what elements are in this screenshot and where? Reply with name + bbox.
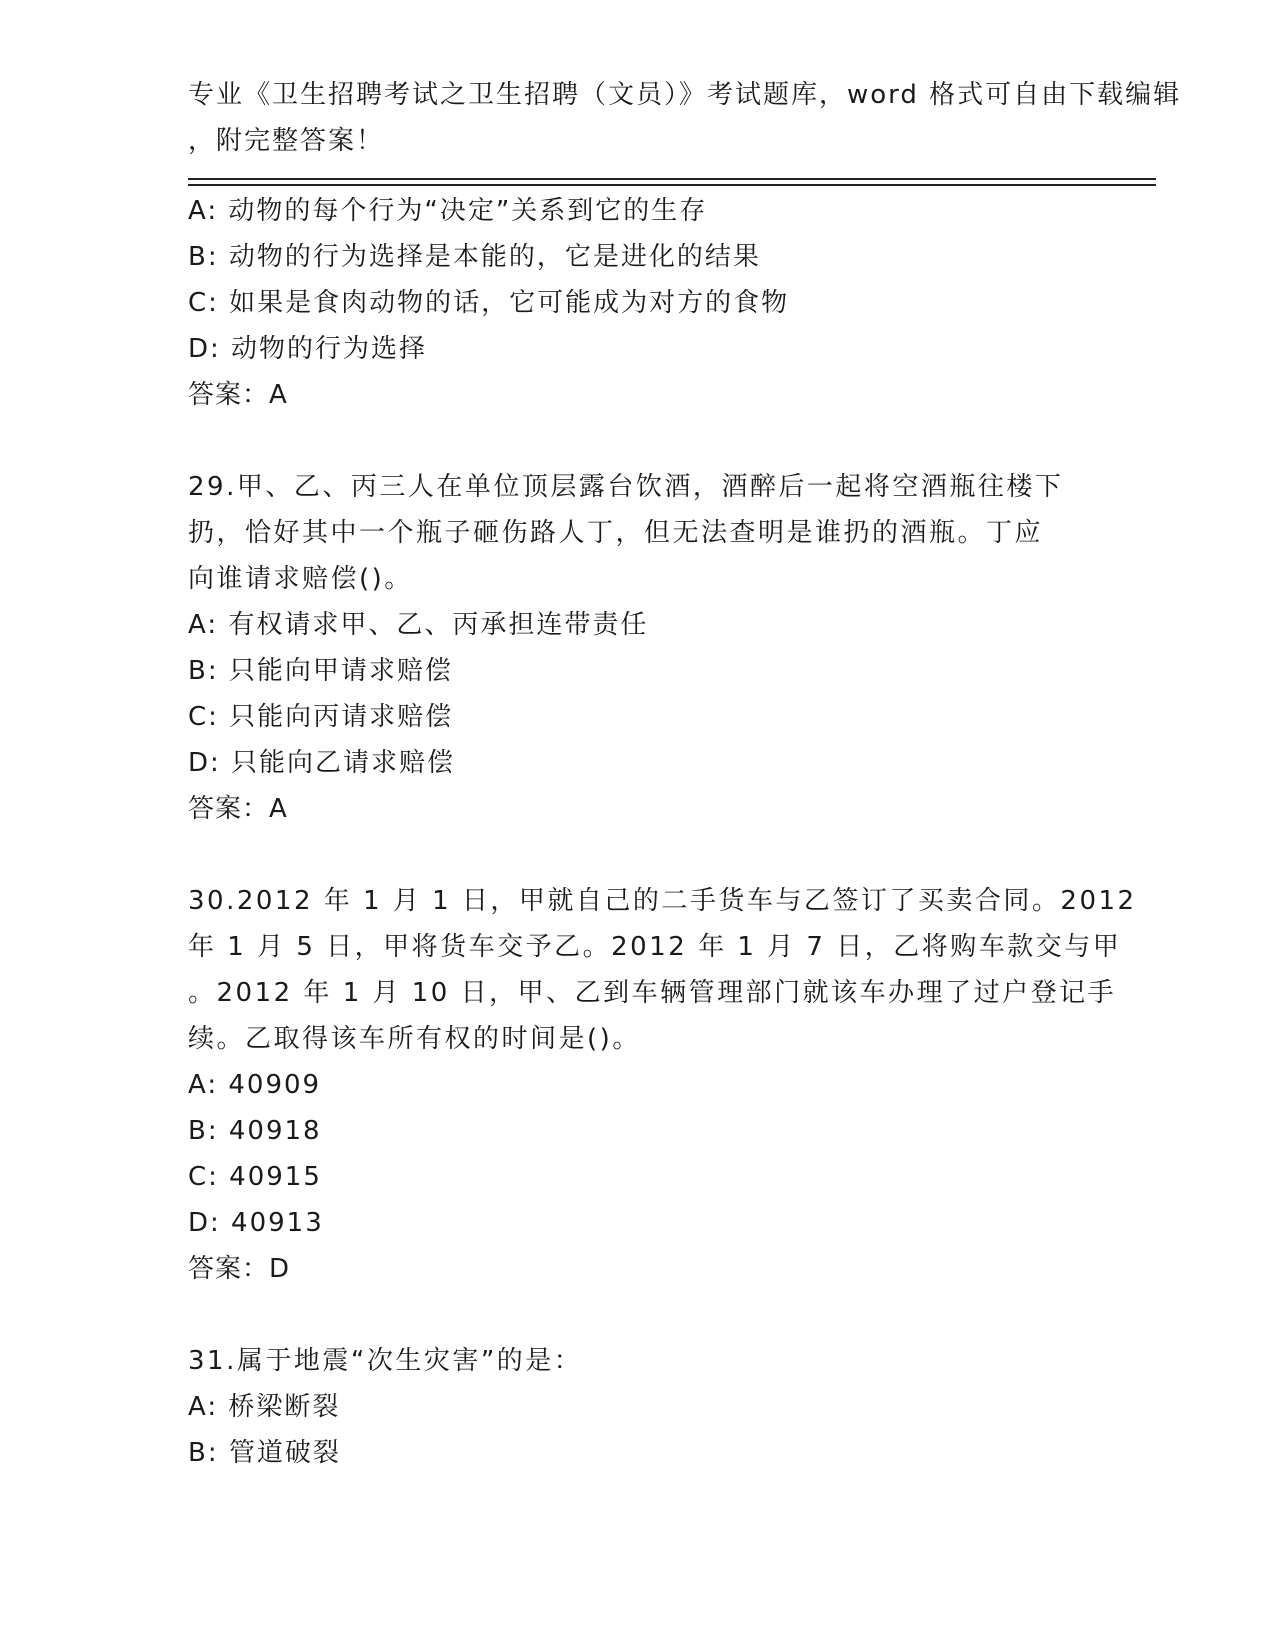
header-divider — [188, 184, 1156, 186]
header-line: ，附完整答案！ — [188, 126, 385, 156]
question-stem: 年 1 月 5 日，甲将货车交予乙。2012 年 1 月 7 日，乙将购车款交与甲 — [188, 932, 1122, 962]
document-header — [188, 72, 1182, 164]
question-stem: 31.属于地震“次生灾害”的是： — [188, 1346, 583, 1376]
option-b: B: 只能向甲请求赔偿 — [188, 656, 453, 686]
question-29 — [188, 464, 1088, 832]
header-line: 专业《卫生招聘考试之卫生招聘（文员）》考试题库，word 格式可自由下载编辑 — [188, 80, 1182, 110]
spacer — [188, 832, 1088, 878]
question-stem: 30.2012 年 1 月 1 日，甲就自己的二手货车与乙签订了买卖合同。2012 — [188, 886, 1137, 916]
option-b: B: 管道破裂 — [188, 1438, 341, 1468]
option-c: C: 只能向丙请求赔偿 — [188, 702, 454, 732]
question-stem: 续。乙取得该车所有权的时间是()。 — [188, 1024, 641, 1054]
question-stem: 29.甲、乙、丙三人在单位顶层露台饮酒，酒醉后一起将空酒瓶往楼下 — [188, 472, 1064, 502]
option-a: A: 40909 — [188, 1070, 322, 1100]
question-stem: 。2012 年 1 月 10 日，甲、乙到车辆管理部门就该车办理了过户登记手 — [188, 978, 1117, 1008]
option-d: D: 只能向乙请求赔偿 — [188, 748, 456, 778]
option-b: B: 40918 — [188, 1116, 322, 1146]
question-31 — [188, 1338, 1088, 1476]
question-stem: 扔，恰好其中一个瓶子砸伤路人丁，但无法查明是谁扔的酒瓶。丁应 — [188, 518, 1044, 548]
answer: 答案：A — [188, 794, 288, 824]
option-a: A: 桥梁断裂 — [188, 1392, 341, 1422]
question-30 — [188, 878, 1137, 1292]
answer: 答案：A — [188, 380, 288, 410]
question-list — [188, 188, 1137, 1476]
question-28 — [188, 188, 1088, 418]
option-a: A: 有权请求甲、乙、丙承担连带责任 — [188, 610, 649, 640]
option-d: D: 动物的行为选择 — [188, 334, 428, 364]
option-a: A: 动物的每个行为“决定”关系到它的生存 — [188, 196, 708, 226]
spacer — [188, 418, 1088, 464]
question-stem: 向谁请求赔偿()。 — [188, 564, 413, 594]
option-c: C: 40915 — [188, 1162, 322, 1192]
spacer — [188, 1292, 1088, 1338]
answer: 答案：D — [188, 1254, 291, 1284]
option-c: C: 如果是食肉动物的话，它可能成为对方的食物 — [188, 288, 790, 318]
header-divider — [188, 178, 1156, 180]
option-d: D: 40913 — [188, 1208, 324, 1238]
option-b: B: 动物的行为选择是本能的，它是进化的结果 — [188, 242, 761, 272]
